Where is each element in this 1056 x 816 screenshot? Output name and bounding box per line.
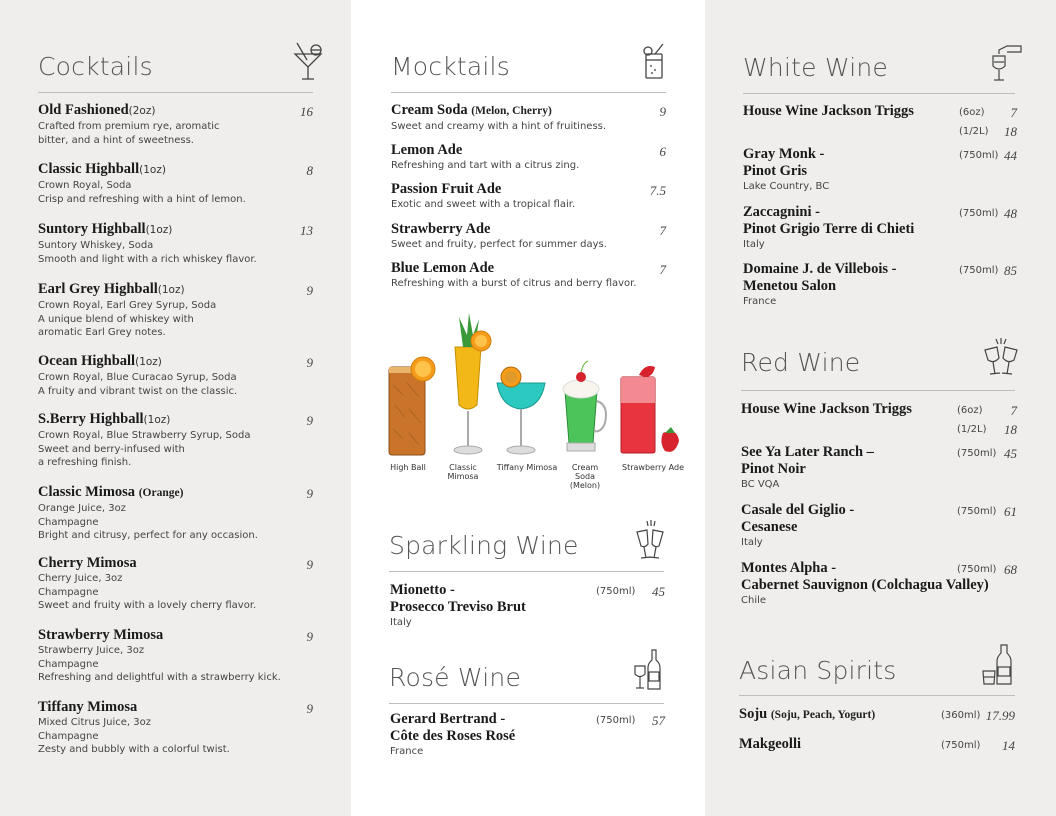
drink-label	[493, 463, 561, 472]
cocktail-description-line: a refreshing finish.	[38, 457, 132, 468]
wine-origin: Chile	[741, 595, 767, 606]
wine-origin: Italy	[743, 239, 765, 250]
cocktail-price: 9	[306, 557, 313, 572]
mocktail-price: 6	[659, 144, 666, 159]
wine-origin: France	[743, 296, 777, 307]
cocktail-size: (2oz)	[128, 105, 156, 117]
mocktail-name-text: Blue Lemon Ade	[391, 260, 495, 276]
cocktail-description-line: Champagne	[38, 516, 99, 528]
wine-item	[743, 261, 953, 309]
cocktail-variant: (Orange)	[138, 487, 184, 499]
house-wine-name: House Wine Jackson Triggs	[741, 401, 912, 417]
cocktail-price: 13	[300, 223, 313, 238]
cocktail-description-line: Mixed Citrus Juice, 3oz	[38, 717, 152, 728]
cocktails-panel	[0, 0, 351, 816]
wine-price: 61	[1004, 504, 1017, 519]
mocktail-variant: (Melon, Cherry)	[471, 105, 552, 117]
wine-producer: Mionetto -	[390, 582, 455, 598]
cocktail-description-line: Zesty and bubbly with a colorful twist.	[38, 744, 230, 755]
drink-label-text: Classic Mimosa	[447, 463, 479, 481]
mocktail-description: Refreshing and tart with a citrus zing.	[391, 160, 580, 171]
wine-name: Cesanese	[741, 519, 798, 535]
wine-item	[743, 146, 953, 194]
tiffany-mimosa-glass	[497, 367, 545, 454]
cocktail-description-line: Crown Royal, Earl Grey Syrup, Soda	[38, 300, 217, 311]
house-wine-price-carafe: 18	[1004, 124, 1017, 139]
cocktail-name-text: Classic Mimosa	[38, 484, 136, 500]
cocktail-price: 9	[306, 355, 313, 370]
cocktail-price: 8	[306, 163, 313, 178]
drink-label-sub: (Melon)	[569, 481, 601, 490]
drink-label-text: High Ball	[390, 463, 426, 472]
cocktail-size: (1oz)	[145, 224, 173, 236]
mocktails-rule	[391, 92, 666, 93]
mocktail-description: Exotic and sweet with a tropical flair.	[391, 199, 576, 210]
house-wine-volume-carafe: (1/2L)	[959, 126, 989, 137]
wine-origin: France	[390, 746, 424, 757]
cocktail-description-line: aromatic Earl Grey notes.	[38, 327, 166, 338]
mocktail-description: Refreshing with a burst of citrus and berry flavor.	[391, 278, 637, 289]
cocktail-description-line: Refreshing and delightful with a strawberry kick.	[38, 672, 281, 683]
cocktail-description-line: A fruity and vibrant twist on the classic.	[38, 385, 238, 397]
spirit-price: 17.99	[985, 708, 1015, 723]
house-wine-price-glass: 7	[1010, 403, 1017, 418]
rose-heading: Rosé Wine	[389, 663, 522, 692]
cocktail-name-text: Classic Highball	[38, 161, 140, 177]
wine-price: 85	[1004, 263, 1017, 278]
wine-item	[390, 582, 590, 630]
cocktail-description-line: Crown Royal, Blue Curacao Syrup, Soda	[38, 372, 237, 383]
cocktail-description-line: bitter, and a hint of sweetness.	[38, 134, 194, 146]
cocktail-price: 9	[306, 701, 313, 716]
cocktails-rule	[38, 92, 313, 93]
cocktail-price: 9	[306, 629, 313, 644]
wine-price: 44	[1004, 148, 1017, 163]
spirit-volume: (360ml)	[941, 710, 981, 721]
house-wine-volume-glass: (6oz)	[957, 405, 983, 416]
cocktail-size: (1oz)	[157, 284, 185, 296]
wine-producer: Montes Alpha -	[741, 560, 837, 576]
cocktail-name-text: Cherry Mimosa	[38, 555, 137, 571]
red-heading: Red Wine	[741, 348, 861, 377]
wine-producer: Gray Monk -	[743, 146, 825, 162]
spirit-name	[739, 736, 801, 753]
cocktail-size: (1oz)	[143, 414, 171, 426]
classic-mimosa-glass	[454, 313, 491, 454]
wine-name: Menetou Salon	[743, 278, 837, 294]
cocktail-description-line: Champagne	[38, 586, 99, 598]
cocktail-description-line: Suntory Whiskey, Soda	[38, 240, 154, 251]
cocktail-description-line: Crown Royal, Soda	[38, 180, 132, 191]
cocktail-size: (1oz)	[135, 356, 162, 368]
wine-price: 48	[1004, 206, 1017, 221]
cocktail-description-line: Sweet and fruity with a lovely cherry flavor.	[38, 600, 257, 611]
wine-name: Cabernet Sauvignon (Colchagua Valley)	[741, 577, 989, 593]
cocktail-size: (1oz)	[139, 164, 166, 176]
wine-producer: Casale del Giglio -	[741, 502, 855, 518]
house-wine-volume-glass: (6oz)	[959, 107, 985, 118]
cocktail-description-line: Champagne	[38, 730, 99, 742]
middle-panel	[351, 0, 705, 816]
juice-glass-icon	[641, 42, 669, 82]
cocktail-name-text: Strawberry Mimosa	[38, 627, 164, 643]
asian-heading: Asian Spirits	[739, 656, 897, 685]
drink-label-text: Strawberry Ade	[622, 463, 684, 472]
drinks-illustration	[383, 305, 693, 490]
red-rule	[741, 390, 1015, 391]
cocktail-glass-icon	[292, 40, 324, 82]
cocktail-price: 9	[306, 486, 313, 501]
mocktail-name-text: Passion Fruit Ade	[391, 181, 502, 197]
wine-volume: (750ml)	[957, 506, 997, 517]
wine-producer: Gerard Bertrand -	[390, 711, 506, 727]
wine-volume: (750ml)	[596, 586, 636, 597]
wine-producer: Zaccagnini -	[743, 204, 820, 220]
wine-name: Pinot Noir	[741, 461, 806, 477]
drinks-image	[383, 305, 693, 460]
sparkling-heading: Sparkling Wine	[389, 531, 579, 560]
rose-rule	[389, 703, 664, 704]
wine-name: Côte des Roses Rosé	[390, 728, 516, 744]
mocktail-price: 9	[659, 104, 666, 119]
wine-price: 57	[652, 713, 665, 728]
mocktail-description: Sweet and creamy with a hint of fruitiness.	[391, 121, 607, 132]
wine-name: Prosecco Treviso Brut	[390, 599, 526, 615]
wine-price: 45	[652, 584, 665, 599]
wine-cheers-icon	[981, 336, 1021, 378]
wine-volume: (750ml)	[959, 208, 999, 219]
wine-pour-icon	[985, 42, 1025, 84]
wine-item	[743, 204, 953, 252]
spirit-name-text: Makgeolli	[739, 736, 802, 752]
spirit-price: 14	[1002, 738, 1015, 753]
cocktail-description-line: Orange Juice, 3oz	[38, 503, 126, 514]
wine-item	[390, 711, 590, 759]
wine-price: 68	[1004, 562, 1017, 577]
cocktail-description-line: Smooth and light with a rich whiskey flavor.	[38, 253, 257, 265]
wine-producer: Domaine J. de Villebois -	[743, 261, 897, 277]
cocktail-description-line: Bright and citrusy, perfect for any occasion.	[38, 530, 258, 541]
cocktail-price: 16	[300, 104, 313, 119]
cocktail-name-text: Suntory Highball	[38, 221, 146, 237]
house-wine-volume-carafe: (1/2L)	[957, 424, 987, 435]
drink-label	[561, 463, 609, 490]
cocktail-description-line: Crisp and refreshing with a hint of lemon.	[38, 193, 246, 205]
house-wine-price-glass: 7	[1010, 105, 1017, 120]
mocktails-heading: Mocktails	[391, 52, 510, 81]
cocktail-description-line: A unique blend of whiskey with	[38, 313, 194, 325]
champagne-toast-icon	[633, 518, 667, 562]
drink-label	[615, 463, 691, 472]
wine-volume: (750ml)	[596, 715, 636, 726]
cocktail-name-text: Ocean Highball	[38, 353, 136, 369]
cocktail-description-line: Crafted from premium rye, aromatic	[38, 121, 220, 132]
wine-origin: Italy	[390, 617, 412, 628]
wine-price: 45	[1004, 446, 1017, 461]
cocktails-heading: Cocktails	[38, 52, 153, 81]
mocktail-price: 7	[659, 223, 666, 238]
soju-bottle-icon	[981, 643, 1015, 687]
cocktail-description-line: Strawberry Juice, 3oz	[38, 645, 145, 656]
highball-glass	[389, 357, 435, 455]
drink-label-text: Tiffany Mimosa	[496, 463, 558, 472]
spirit-name-text: Soju	[739, 706, 768, 722]
mocktail-name-text: Lemon Ade	[391, 142, 463, 158]
cocktail-name-text: Old Fashioned	[38, 102, 129, 118]
wine-volume: (750ml)	[957, 564, 997, 575]
cream-soda-glass	[563, 361, 606, 451]
mocktail-name-text: Cream Soda	[391, 102, 468, 118]
mocktail-description: Sweet and fruity, perfect for summer days.	[391, 239, 607, 250]
spirit-name	[739, 706, 875, 724]
cocktail-description-line: Cherry Juice, 3oz	[38, 573, 123, 584]
mocktail-price: 7	[659, 262, 666, 277]
cocktail-description-line: Crown Royal, Blue Strawberry Syrup, Soda	[38, 430, 251, 441]
drink-label	[383, 463, 433, 472]
drink-label-text: Cream Soda	[571, 463, 599, 481]
wine-name: Pinot Gris	[743, 163, 808, 179]
cocktail-description-line: Sweet and berry-infused with	[38, 443, 185, 455]
cocktail-name-text: S.Berry Highball	[38, 411, 144, 427]
house-wine-name: House Wine Jackson Triggs	[743, 103, 914, 119]
drink-label	[433, 463, 493, 481]
wine-bottle-glass-icon	[633, 648, 663, 692]
wine-volume: (750ml)	[959, 150, 999, 161]
asian-rule	[739, 695, 1015, 696]
house-wine-price-carafe: 18	[1004, 422, 1017, 437]
wine-volume: (750ml)	[957, 448, 997, 459]
wine-origin: Lake Country, BC	[743, 181, 830, 192]
cocktail-price: 9	[306, 413, 313, 428]
white-heading: White Wine	[743, 53, 888, 82]
cocktail-price: 9	[306, 283, 313, 298]
spirit-variant: (Soju, Peach, Yogurt)	[770, 709, 876, 721]
cocktail-name-text: Tiffany Mimosa	[38, 699, 138, 715]
mocktail-name-text: Strawberry Ade	[391, 221, 491, 237]
strawberry-ade-glass	[621, 366, 679, 453]
mocktail-price: 7.5	[649, 183, 666, 198]
wine-name: Pinot Grigio Terre di Chieti	[743, 221, 915, 237]
wine-volume: (750ml)	[959, 265, 999, 276]
spirit-volume: (750ml)	[941, 740, 981, 751]
cocktail-description-line: Champagne	[38, 658, 99, 670]
wine-producer: See Ya Later Ranch –	[741, 444, 874, 460]
wine-origin: Italy	[741, 537, 763, 548]
cocktail-name-text: Earl Grey Highball	[38, 281, 158, 297]
wine-panel	[705, 0, 1056, 816]
sparkling-rule	[389, 571, 664, 572]
wine-origin: BC VQA	[741, 479, 780, 490]
white-rule	[743, 93, 1015, 94]
